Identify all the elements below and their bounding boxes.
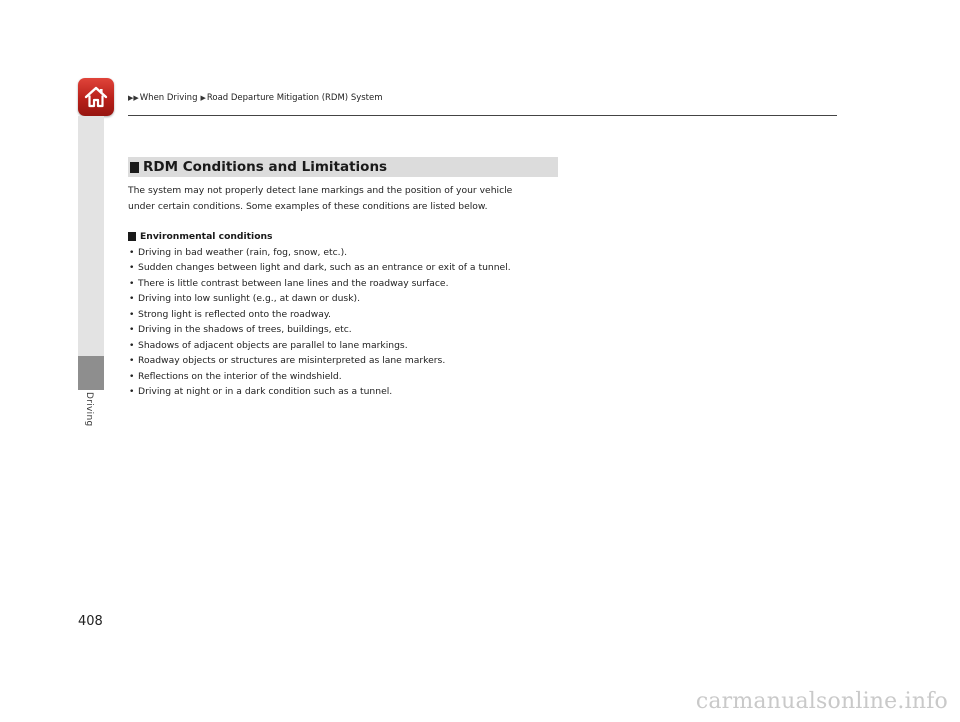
list-item: • Driving into low sunlight (e.g., at dawn or dusk). (128, 291, 588, 307)
list-item: • There is little contrast between lane lines and the roadway surface. (128, 276, 588, 292)
list-item: • Strong light is reflected onto the roadway. (128, 307, 588, 323)
breadcrumb-item-when-driving[interactable]: When Driving (139, 93, 198, 103)
section-heading (128, 157, 558, 177)
list-item: • Shadows of adjacent objects are parallel to lane markings. (128, 338, 588, 354)
square-bullet-icon (128, 232, 136, 241)
square-bullet-icon (130, 162, 139, 173)
section-body (128, 183, 588, 400)
list-item: • Reflections on the interior of the windshield. (128, 369, 588, 385)
list-item: • Sudden changes between light and dark, such as an entrance or exit of a tunnel. (128, 260, 588, 276)
subheading-text: Environmental conditions (140, 231, 273, 242)
side-tab-label: Driving (84, 392, 94, 427)
intro-line: under certain conditions. Some examples of these conditions are listed below. (128, 200, 488, 212)
list-item: • Driving at night or in a dark condition such as a tunnel. (128, 384, 588, 400)
breadcrumb-item-rdm-system[interactable]: Road Departure Mitigation (RDM) System (206, 93, 383, 103)
intro-paragraph (128, 183, 588, 214)
watermark: carmanualsonline.info (695, 689, 948, 714)
page-number: 408 (78, 614, 103, 629)
list-item: • Driving in bad weather (rain, fog, snow, etc.). (128, 245, 588, 261)
side-tab-track (78, 116, 104, 356)
conditions-list (128, 245, 588, 400)
home-button[interactable] (78, 78, 114, 116)
header-divider (128, 115, 837, 116)
list-item: • Roadway objects or structures are misinterpreted as lane markers. (128, 353, 588, 369)
play-arrow-icon: ▶▶ (128, 94, 139, 102)
side-tab-driving[interactable] (78, 356, 104, 390)
home-icon (83, 85, 109, 109)
play-arrow-icon: ▶ (200, 94, 206, 102)
section-title: RDM Conditions and Limitations (143, 159, 388, 175)
list-item: • Driving in the shadows of trees, buildings, etc. (128, 322, 588, 338)
breadcrumb (128, 93, 386, 103)
subheading (128, 229, 588, 245)
intro-line: The system may not properly detect lane markings and the position of your vehicle (128, 185, 513, 196)
